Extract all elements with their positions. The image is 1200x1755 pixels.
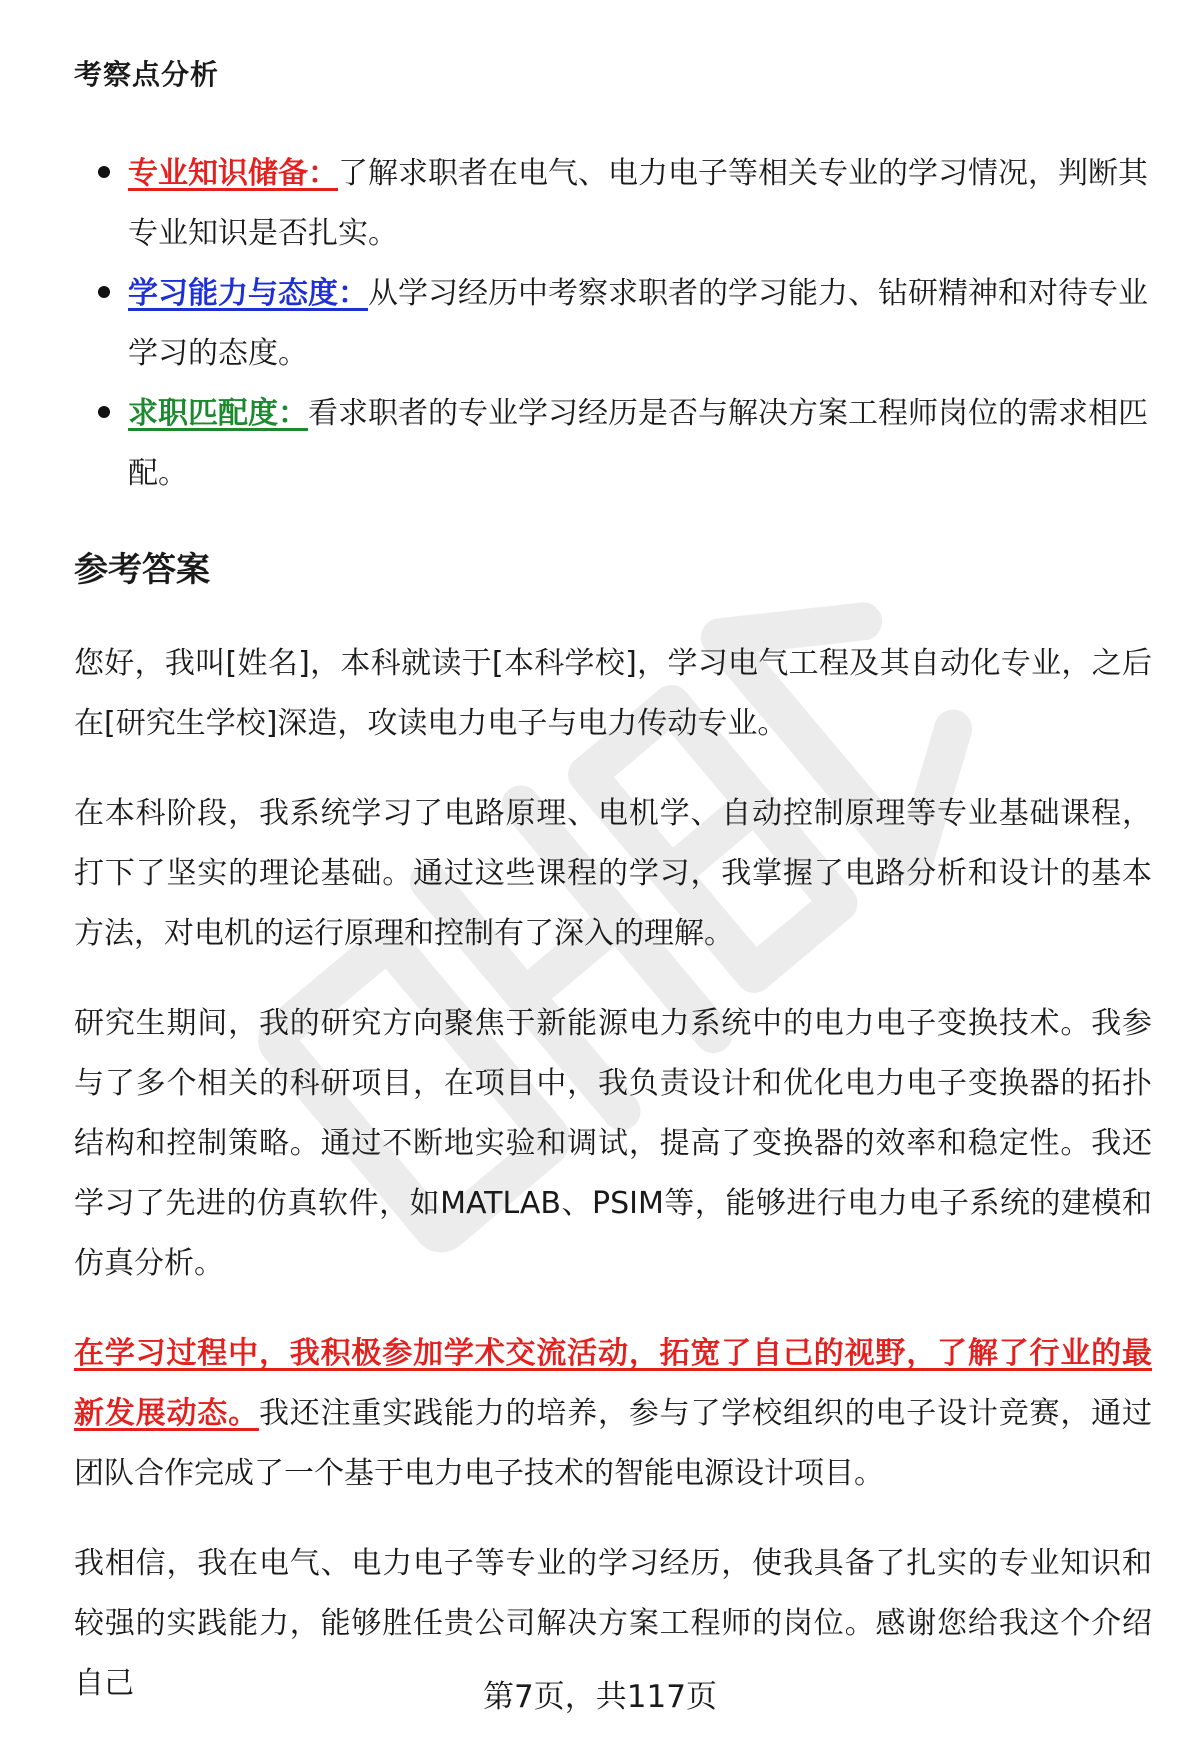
point-term: 求职匹配度：	[128, 396, 308, 431]
answer-paragraph-4	[74, 1324, 1152, 1504]
answer-paragraph-3: 研究生期间，我的研究方向聚焦于新能源电力系统中的电力电子变换技术。我参与了多个相关的科研项目，在项目中，我负责设计和优化电力电子变换器的拓扑结构和控制策略。通过不断地实验和调试，提高了变换器的效率和稳定性。我还学习了先进的仿真软件，如MATLAB、PSIM等，能够进行电力电子系统的建模和仿真分析。	[74, 1006, 1152, 1281]
point-text: 从学习经历中考察求职者的学习能力、钻研精神和对待专业学习的态度。	[128, 276, 1148, 371]
list-item	[74, 144, 1152, 264]
answer-paragraph-5: 我相信，我在电气、电力电子等专业的学习经历，使我具备了扎实的专业知识和较强的实践能力，能够胜任贵公司解决方案工程师的岗位。感谢您给我这个介绍自己	[74, 1546, 1152, 1701]
answer-paragraph-1: 您好，我叫[姓名]，本科就读于[本科学校]，学习电气工程及其自动化专业，之后在[研究生学校]深造，攻读电力电子与电力传动专业。	[74, 646, 1152, 741]
list-item	[74, 384, 1152, 504]
analysis-points-list	[74, 144, 1152, 504]
point-term: 学习能力与态度：	[128, 276, 368, 311]
analysis-heading: 考察点分析	[74, 58, 220, 91]
paragraph-text: 我还注重实践能力的培养，参与了学校组织的电子设计竞赛，通过团队合作完成了一个基于电力电子技术的智能电源设计项目。	[74, 1396, 1153, 1491]
highlighted-sentence: 在学习过程中，我积极参加学术交流活动，拓宽了自己的视野，了解了行业的最新发展动态。	[74, 1336, 1152, 1431]
point-text: 了解求职者在电气、电力电子等相关专业的学习情况，判断其专业知识是否扎实。	[128, 156, 1148, 251]
bullet-icon	[98, 406, 110, 418]
document-content	[74, 40, 1152, 1744]
page-number: 第7页，共117页	[483, 1679, 717, 1715]
list-item	[74, 264, 1152, 384]
point-term: 专业知识储备：	[128, 156, 338, 191]
answer-heading: 参考答案	[74, 550, 210, 590]
answer-paragraph-2: 在本科阶段，我系统学习了电路原理、电机学、自动控制原理等专业基础课程，打下了坚实的理论基础。通过这些课程的学习，我掌握了电路分析和设计的基本方法，对电机的运行原理和控制有了深入的理解。	[74, 796, 1152, 951]
bullet-icon	[98, 166, 110, 178]
point-text: 看求职者的专业学习经历是否与解决方案工程师岗位的需求相匹配。	[128, 396, 1148, 491]
bullet-icon	[98, 286, 110, 298]
